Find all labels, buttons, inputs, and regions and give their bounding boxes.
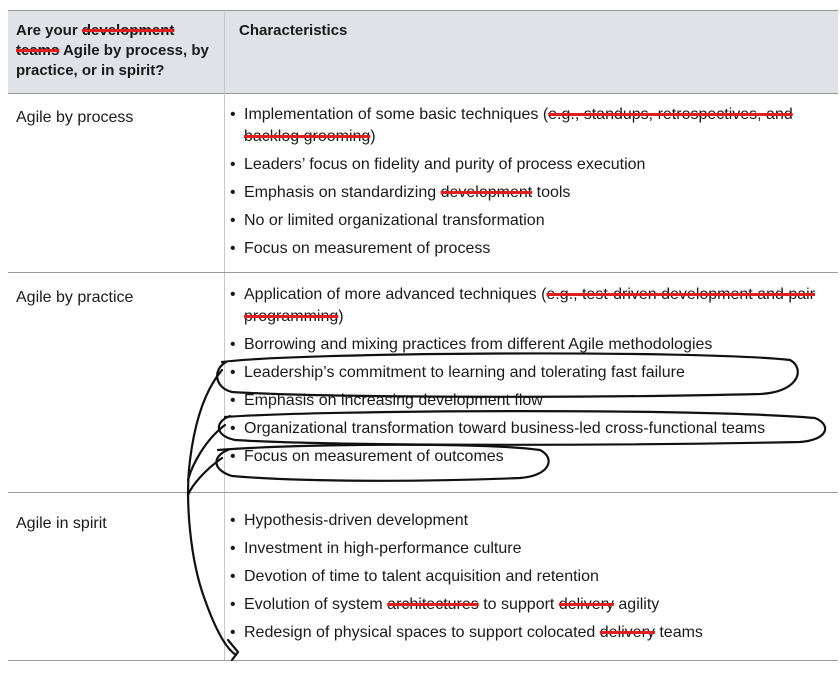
list-item: • Implementation of some basic techniques (e.g., standups, retrospectives, and backlog grooming) bbox=[228, 104, 834, 148]
list-item: • Leadership’s commitment to learning and tolerating fast failure bbox=[228, 362, 828, 384]
list-item: • Investment in high-performance culture bbox=[228, 538, 828, 560]
list-item: • Focus on measurement of process bbox=[228, 238, 828, 260]
row-label: Agile by practice bbox=[16, 289, 134, 306]
header-characteristics: Characteristics bbox=[239, 22, 348, 39]
table-row bbox=[8, 92, 838, 273]
struck-text: development teams bbox=[16, 22, 175, 59]
list-item: • Emphasis on standardizing development tools bbox=[228, 182, 828, 204]
list-item: • Leaders’ focus on fidelity and purity of process execution bbox=[228, 154, 828, 176]
bullet-list bbox=[228, 284, 828, 474]
row-label: Agile by process bbox=[16, 109, 134, 126]
table-row bbox=[8, 272, 838, 493]
list-item: • Devotion of time to talent acquisition and retention bbox=[228, 566, 828, 588]
list-item: • Redesign of physical spaces to support colocated delivery teams bbox=[228, 622, 828, 644]
bullet-list bbox=[228, 510, 828, 650]
table-row bbox=[8, 492, 838, 661]
list-item: • Organizational transformation toward business-led cross-functional teams bbox=[228, 418, 828, 440]
header-question: Are your development teams Agile by process, by practice, or in spirit? bbox=[16, 22, 209, 79]
list-item: • No or limited organizational transformation bbox=[228, 210, 828, 232]
bullet-list bbox=[228, 104, 828, 266]
list-item: • Evolution of system architectures to support delivery agility bbox=[228, 594, 828, 616]
list-item: • Borrowing and mixing practices from different Agile methodologies bbox=[228, 334, 828, 356]
list-item: • Application of more advanced techniques (e.g., test-driven development and pair programming) bbox=[228, 284, 834, 328]
list-item: • Focus on measurement of outcomes bbox=[228, 446, 828, 468]
list-item: • Emphasis on increasing development flow bbox=[228, 390, 828, 412]
table-header bbox=[8, 10, 838, 94]
row-label: Agile in spirit bbox=[16, 515, 107, 532]
list-item: • Hypothesis-driven development bbox=[228, 510, 828, 532]
